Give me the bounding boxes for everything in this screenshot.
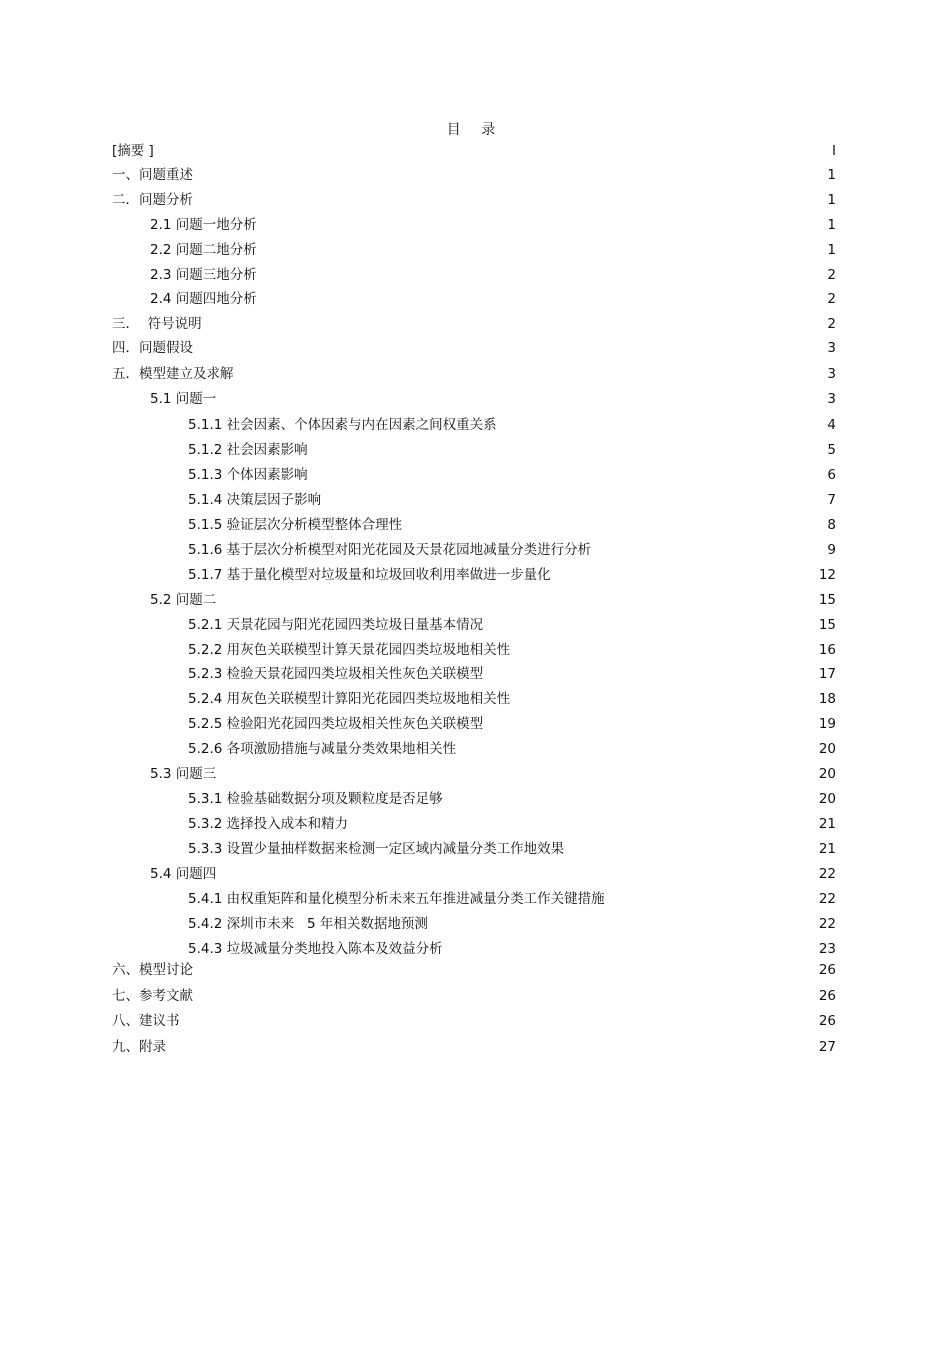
toc-entry[interactable] <box>112 360 836 382</box>
toc-entry-label: 2.1 问题一地分析 <box>150 217 257 233</box>
toc-entry-page: 26 <box>818 1013 836 1029</box>
toc-entry-label: 八、建议书 <box>112 1013 180 1029</box>
toc-entry-label: 2.4 问题四地分析 <box>150 291 257 307</box>
toc-entry-page: 27 <box>818 1039 836 1055</box>
toc-entry-label: [摘要 ] <box>112 143 154 159</box>
toc-entry-label: 5.1 问题一 <box>150 391 217 407</box>
toc-entry[interactable] <box>150 586 836 608</box>
toc-entry-label: 七、参考文献 <box>112 988 193 1004</box>
toc-entry[interactable] <box>150 760 836 782</box>
toc-entry-label: 5.2.3 检验天景花园四类垃圾相关性灰色关联模型 <box>188 666 484 682</box>
toc-leader-dots <box>500 942 816 954</box>
toc-entry-page: 2 <box>827 291 836 307</box>
toc-entry[interactable] <box>188 411 836 433</box>
toc-entry-page: 16 <box>818 642 836 658</box>
toc-entry-page: 20 <box>818 791 836 807</box>
toc-entry-page: 22 <box>818 866 836 882</box>
toc-entry-page: 2 <box>827 267 836 283</box>
toc-entry-page: 23 <box>818 941 836 957</box>
toc-entry-label: 四．问题假设 <box>112 340 193 356</box>
toc-leader-dots <box>215 193 821 205</box>
toc-entry-page: 1 <box>827 242 836 258</box>
toc-entry-page: 4 <box>827 417 836 433</box>
toc-entry[interactable] <box>150 860 836 882</box>
toc-entry[interactable] <box>188 935 836 957</box>
toc-leader-dots <box>330 468 821 480</box>
toc-entry[interactable] <box>150 211 836 233</box>
toc-leader-dots <box>199 1014 816 1026</box>
toc-entry-page: 17 <box>818 666 836 682</box>
toc-entry[interactable] <box>112 982 836 1004</box>
toc-leader-dots <box>228 593 816 605</box>
toc-entry-page: 3 <box>827 391 836 407</box>
toc-entry[interactable] <box>188 810 836 832</box>
toc-entry-page: 2 <box>827 316 836 332</box>
toc-leader-dots <box>550 618 816 630</box>
toc-entry[interactable] <box>112 186 836 208</box>
toc-entry-page: 1 <box>827 167 836 183</box>
toc-entry[interactable] <box>188 885 836 907</box>
toc-leader-dots <box>215 963 816 975</box>
toc-leader-dots <box>517 742 816 754</box>
toc-entry-label: 三． 符号说明 <box>112 316 202 332</box>
toc-entry-page: 15 <box>818 592 836 608</box>
toc-leader-dots <box>585 643 816 655</box>
toc-entry-page: 18 <box>818 691 836 707</box>
toc-entry-page: 22 <box>818 916 836 932</box>
toc-leader-dots <box>278 268 821 280</box>
toc-leader-dots <box>278 243 821 255</box>
toc-leader-dots <box>220 317 821 329</box>
toc-leader-dots <box>182 1040 816 1052</box>
toc-entry-label: 2.3 问题三地分析 <box>150 267 257 283</box>
toc-entry-label: 5.4.2 深圳市未来 5 年相关数据地预测 <box>188 916 428 932</box>
toc-leader-dots <box>265 367 821 379</box>
toc-leader-dots <box>228 392 821 404</box>
toc-entry-page: 22 <box>818 891 836 907</box>
toc-leader-dots <box>215 989 816 1001</box>
toc-entry[interactable] <box>188 910 836 932</box>
toc-entry-page: 3 <box>827 340 836 356</box>
toc-entry-page: 20 <box>818 741 836 757</box>
toc-leader-dots <box>380 817 816 829</box>
toc-leader-dots <box>278 218 821 230</box>
toc-entry[interactable] <box>150 285 836 307</box>
toc-entry-page: 26 <box>818 988 836 1004</box>
toc-entry[interactable] <box>150 236 836 258</box>
toc-title: 目 录 <box>446 122 504 138</box>
toc-leader-dots <box>228 867 816 879</box>
toc-entry[interactable] <box>150 385 836 407</box>
toc-leader-dots <box>550 717 816 729</box>
toc-entry-label: 六、模型讨论 <box>112 962 193 978</box>
toc-entry-label: 5.2 问题二 <box>150 592 217 608</box>
toc-leader-dots <box>636 568 816 580</box>
toc-entry-page: I <box>832 143 836 159</box>
toc-entry-page: 15 <box>818 617 836 633</box>
toc-entry[interactable] <box>112 1033 836 1055</box>
toc-entry-label: 5.3 问题三 <box>150 766 217 782</box>
toc-entry[interactable] <box>188 785 836 807</box>
toc-leader-dots <box>346 493 821 505</box>
toc-entry-label: 5.2.2 用灰色关联模型计算天景花园四类垃圾地相关性 <box>188 642 511 658</box>
toc-entry-label: 5.4.1 由权重矩阵和量化模型分析未来五年推进减量分类工作关键措施 <box>188 891 605 907</box>
toc-entry-page: 5 <box>827 442 836 458</box>
toc-leader-dots <box>585 692 816 704</box>
toc-entry[interactable] <box>188 735 836 757</box>
toc-leader-dots <box>550 667 816 679</box>
toc-entry-label: 5.2.1 天景花园与阳光花园四类垃圾日量基本情况 <box>188 617 484 633</box>
toc-entry-label: 一、问题重述 <box>112 167 193 183</box>
toc-entry-page: 9 <box>827 542 836 558</box>
toc-entry[interactable] <box>188 835 836 857</box>
toc-leader-dots <box>500 792 816 804</box>
toc-leader-dots <box>702 892 816 904</box>
toc-entry[interactable] <box>112 310 836 332</box>
toc-entry-label: 5.2.6 各项激励措施与减量分类效果地相关性 <box>188 741 457 757</box>
toc-entry-page: 19 <box>818 716 836 732</box>
toc-entry[interactable] <box>112 956 836 978</box>
toc-entry-label: 5.1.6 基于层次分析模型对阳光花园及天景花园地减量分类进行分析 <box>188 542 592 558</box>
toc-entry-label: 九、附录 <box>112 1039 166 1055</box>
toc-entry[interactable] <box>188 511 836 533</box>
toc-entry-page: 12 <box>818 567 836 583</box>
toc-entry-label: 5.1.1 社会因素、个体因素与内在因素之间权重关系 <box>188 417 497 433</box>
toc-leader-dots <box>450 518 821 530</box>
toc-leader-dots <box>390 443 821 455</box>
toc-entry[interactable] <box>188 486 836 508</box>
toc-leader-dots <box>568 418 821 430</box>
toc-entry[interactable] <box>112 1007 836 1029</box>
toc-entry-page: 7 <box>827 492 836 508</box>
toc-entry-page: 21 <box>818 841 836 857</box>
toc-entry-page: 6 <box>827 467 836 483</box>
toc-leader-dots <box>466 917 816 929</box>
toc-entry[interactable] <box>188 710 836 732</box>
toc-entry-page: 21 <box>818 816 836 832</box>
toc-entry[interactable] <box>112 137 836 159</box>
toc-entry[interactable] <box>188 660 836 682</box>
toc-entry[interactable] <box>112 161 836 183</box>
toc-entry[interactable] <box>188 636 836 658</box>
toc-entry-page: 1 <box>827 192 836 208</box>
toc-entry-label: 5.2.4 用灰色关联模型计算阳光花园四类垃圾地相关性 <box>188 691 511 707</box>
toc-entry-label: 二．问题分析 <box>112 192 193 208</box>
toc-leader-dots <box>651 842 816 854</box>
toc-entry-label: 5.3.1 检验基础数据分项及颗粒度是否足够 <box>188 791 443 807</box>
toc-entry-page: 26 <box>818 962 836 978</box>
toc-leader-dots <box>686 543 821 555</box>
toc-entry-label: 5.3.2 选择投入成本和精力 <box>188 816 349 832</box>
toc-entry-label: 5.1.3 个体因素影响 <box>188 467 308 483</box>
toc-entry-label: 5.1.7 基于量化模型对垃圾量和垃圾回收利用率做进一步量化 <box>188 567 551 583</box>
toc-entry[interactable] <box>188 611 836 633</box>
toc-entry[interactable] <box>188 685 836 707</box>
toc-entry-page: 8 <box>827 517 836 533</box>
toc-entry-label: 5.2.5 检验阳光花园四类垃圾相关性灰色关联模型 <box>188 716 484 732</box>
toc-entry-label: 5.3.3 设置少量抽样数据来检测一定区域内减量分类工作地效果 <box>188 841 565 857</box>
toc-entry[interactable] <box>188 536 836 558</box>
toc-entry-page: 3 <box>827 366 836 382</box>
toc-entry-label: 5.1.4 决策层因子影响 <box>188 492 322 508</box>
toc-entry-label: 五．模型建立及求解 <box>112 366 234 382</box>
toc-entry-label: 5.1.2 社会因素影响 <box>188 442 308 458</box>
toc-entry-label: 5.1.5 验证层次分析模型整体合理性 <box>188 517 403 533</box>
toc-entry-page: 1 <box>827 217 836 233</box>
toc-entry[interactable] <box>112 334 836 356</box>
toc-entry-label: 5.4 问题四 <box>150 866 217 882</box>
toc-entry[interactable] <box>188 561 836 583</box>
toc-entry[interactable] <box>188 436 836 458</box>
toc-leader-dots <box>278 292 821 304</box>
toc-entry-page: 20 <box>818 766 836 782</box>
toc-entry-label: 5.4.3 垃圾减量分类地投入陈本及效益分析 <box>188 941 443 957</box>
toc-leader-dots <box>215 341 821 353</box>
toc-entry[interactable] <box>150 261 836 283</box>
toc-leader-dots <box>163 144 821 156</box>
toc-entry-label: 2.2 问题二地分析 <box>150 242 257 258</box>
toc-entry[interactable] <box>188 461 836 483</box>
toc-leader-dots <box>215 168 821 180</box>
toc-leader-dots <box>228 767 816 779</box>
